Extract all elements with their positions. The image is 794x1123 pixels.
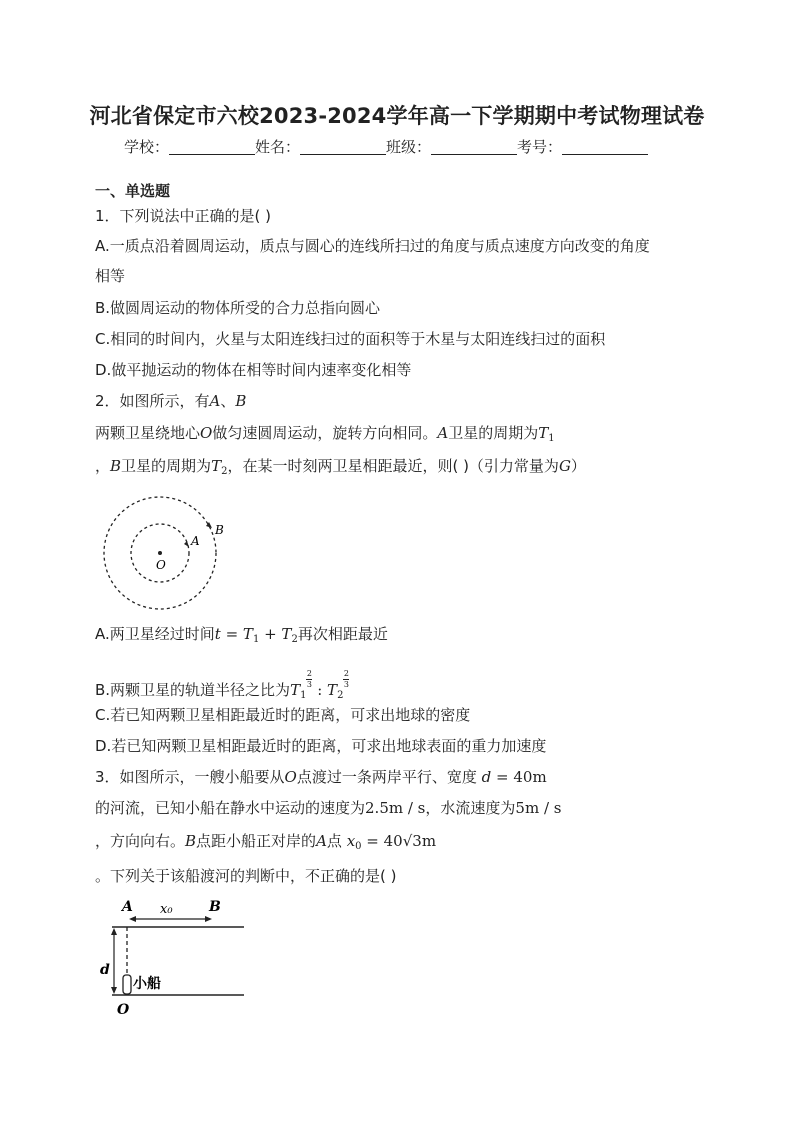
number-label: 考号： xyxy=(517,138,563,156)
label-a: A xyxy=(191,534,200,548)
name-blank[interactable] xyxy=(300,138,386,155)
earth-center-dot xyxy=(158,551,162,555)
class-label: 班级： xyxy=(386,138,432,156)
label-a: A xyxy=(122,899,133,915)
q2-option-c: C.若已知两颗卫星相距最近时的距离，可求出地球的密度 xyxy=(95,706,471,724)
q2-option-a: A.两卫星经过时间$t = T_1 + T_2$再次相距最近 xyxy=(95,625,388,645)
q2-l1-text: 2．如图所示，有 xyxy=(95,392,210,410)
q1-stem: 1．下列说法中正确的是( ) xyxy=(95,207,272,225)
q3-stem-line1: 3．如图所示，一艘小船要从O点渡过一条两岸平行、宽度 d = 40m xyxy=(95,768,547,786)
number-blank[interactable] xyxy=(562,138,648,155)
river-diagram xyxy=(98,894,258,1018)
q2-sym-a: A xyxy=(209,392,221,410)
section-heading: 一、单选题 xyxy=(95,182,171,200)
q1-option-b: B.做圆周运动的物体所受的合力总指向圆心 xyxy=(95,299,381,317)
label-o: O xyxy=(117,1002,130,1018)
q3-stem-line4: 。下列关于该船渡河的判断中，不正确的是( ) xyxy=(95,867,397,885)
q3-stem-line3: ，方向向右。B点距小船正对岸的A点 $x_0 = 40√3m$ xyxy=(95,832,437,852)
label-x0: x₀ xyxy=(160,902,173,917)
q1-option-d: D.做平抛运动的物体在相等时间内速率变化相等 xyxy=(95,361,412,379)
class-blank[interactable] xyxy=(431,138,517,155)
x0-arrow-right-icon xyxy=(205,916,212,922)
exam-title: 河北省保定市六校2023-2024学年高一下学期期中考试物理试卷 xyxy=(89,104,705,128)
q2-stem-line3: ，B卫星的周期为$T_2$，在某一时刻两卫星相距最近，则( )（引力常量为G） xyxy=(95,457,586,477)
student-info-line xyxy=(124,136,648,157)
q2-option-b: B.两颗卫星的轨道半径之比为$T_1$ $\frac{2}{3}$ : $T_2$ $\frac{2}{3}$ xyxy=(95,669,349,701)
q2-option-d: D.若已知两颗卫星相距最近时的距离，可求出地球表面的重力加速度 xyxy=(95,737,547,755)
q1-option-c: C.相同的时间内，火星与太阳连线扫过的面积等于木星与太阳连线扫过的面积 xyxy=(95,330,606,348)
orbit-diagram xyxy=(98,494,238,614)
q3-stem-line2: 的河流，已知小船在静水中运动的速度为2.5m / s，水流速度为5m / s xyxy=(95,799,562,817)
label-d: d xyxy=(100,962,110,978)
x0-arrow-left-icon xyxy=(129,916,136,922)
q1-option-a-cont: 相等 xyxy=(95,267,126,285)
q1-option-a: A.一质点沿着圆周运动，质点与圆心的连线所扫过的角度与质点速度方向改变的角度 xyxy=(95,237,650,255)
label-b: B xyxy=(209,899,221,915)
label-b: B xyxy=(215,523,224,537)
school-label: 学校： xyxy=(124,138,170,156)
d-arrow-down-icon xyxy=(111,987,117,994)
label-boat: 小船 xyxy=(133,976,161,992)
name-label: 姓名： xyxy=(255,138,301,156)
arrow-a-icon xyxy=(184,541,189,547)
label-o: O xyxy=(156,558,166,572)
q2-sym-b: B xyxy=(235,392,247,410)
school-blank[interactable] xyxy=(169,138,255,155)
d-arrow-up-icon xyxy=(111,928,117,935)
boat-icon xyxy=(123,975,131,994)
q2-stem-line1: 2．如图所示，有A、B xyxy=(95,392,247,410)
q2-stem-line2: 两颗卫星绕地心O做匀速圆周运动，旋转方向相同。A卫星的周期为$T_1$ xyxy=(95,424,555,444)
